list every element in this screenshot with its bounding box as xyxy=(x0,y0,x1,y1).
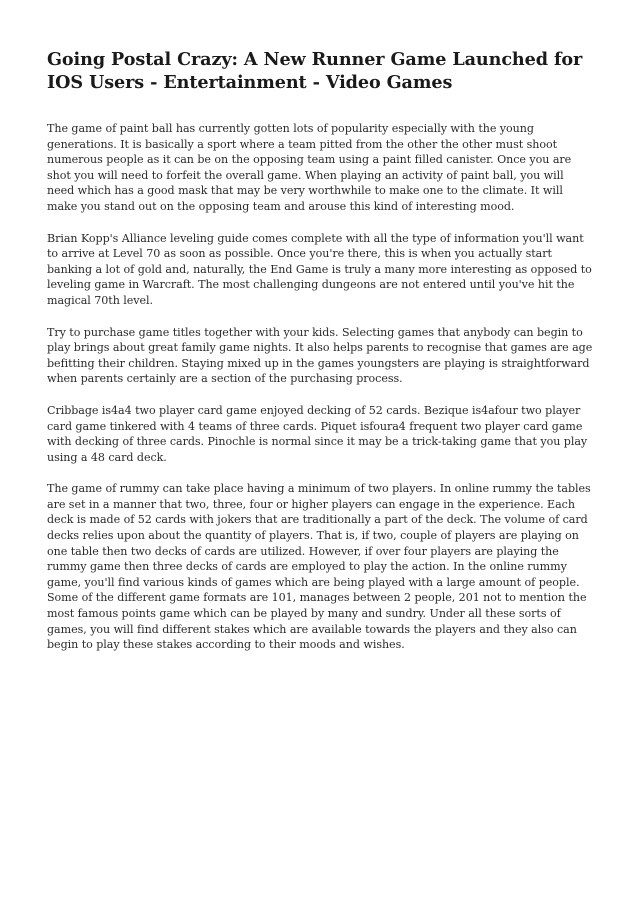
paragraph-family-games: Try to purchase game titles together with your kids. Selecting games that anybody can begin to play brings about great family game nights. It also helps parents to recognise that games are age befitting their children. Staying mixed up in the games youngsters are playing is straightforward when parents certainly are a section of the purchasing process. xyxy=(47,325,593,386)
page-title: Going Postal Crazy: A New Runner Game Launched for IOS Users - Entertainment - Video Games xyxy=(47,49,583,93)
paragraph-paint-ball: The game of paint ball has currently gotten lots of popularity especially with the young generations. It is basically a sport where a team pitted from the other the other must shoot numerous people as it can be on the opposing team using a paint filled canister. Once you are shot you will need to forfeit the overall game. When playing an activity of paint ball, you will need which has a good mask that may be very worthwhile to make one to the climate. It will make you stand out on the opposing team and arouse this kind of interesting mood. xyxy=(47,122,572,213)
paragraph-card-games: Cribbage is4a4 two player card game enjoyed decking of 52 cards. Bezique is4afour two player card game tinkered with 4 teams of three cards. Piquet isfoura4 frequent two player card game with decking of three cards. Pinochle is normal since it may be a trick-taking game that you play using a 48 card deck. xyxy=(47,403,588,464)
paragraph-leveling-guide: Brian Kopp's Alliance leveling guide comes complete with all the type of information you'll want to arrive at Level 70 as soon as possible. Once you're there, this is when you actually start banking a lot of gold and, naturally, the End Game is truly a many more interesting as opposed to leveling game in Warcraft. The most challenging dungeons are not entered until you've hit the magical 70th level. xyxy=(47,231,592,307)
paragraph-rummy: The game of rummy can take place having a minimum of two players. In online rummy the tables are set in a manner that two, three, four or higher players can engage in the experience. Each deck is made of 52 cards with jokers that are traditionally a part of the deck. The volume of card decks relies upon about the quantity of players. That is, if two, couple of players are playing on one table then two decks of cards are utilized. However, if over four players are playing the rummy game then three decks of cards are employed to play the action. In the online rummy game, you'll find various kinds of games which are being played with a large amount of people. Some of the different game formats are 101, manages between 2 people, 201 not to mention the most famous points game which can be played by many and sundry. Under all these sorts of games, you will find different stakes which are available towards the players and they also can begin to play these stakes according to their moods and wishes. xyxy=(47,482,591,652)
